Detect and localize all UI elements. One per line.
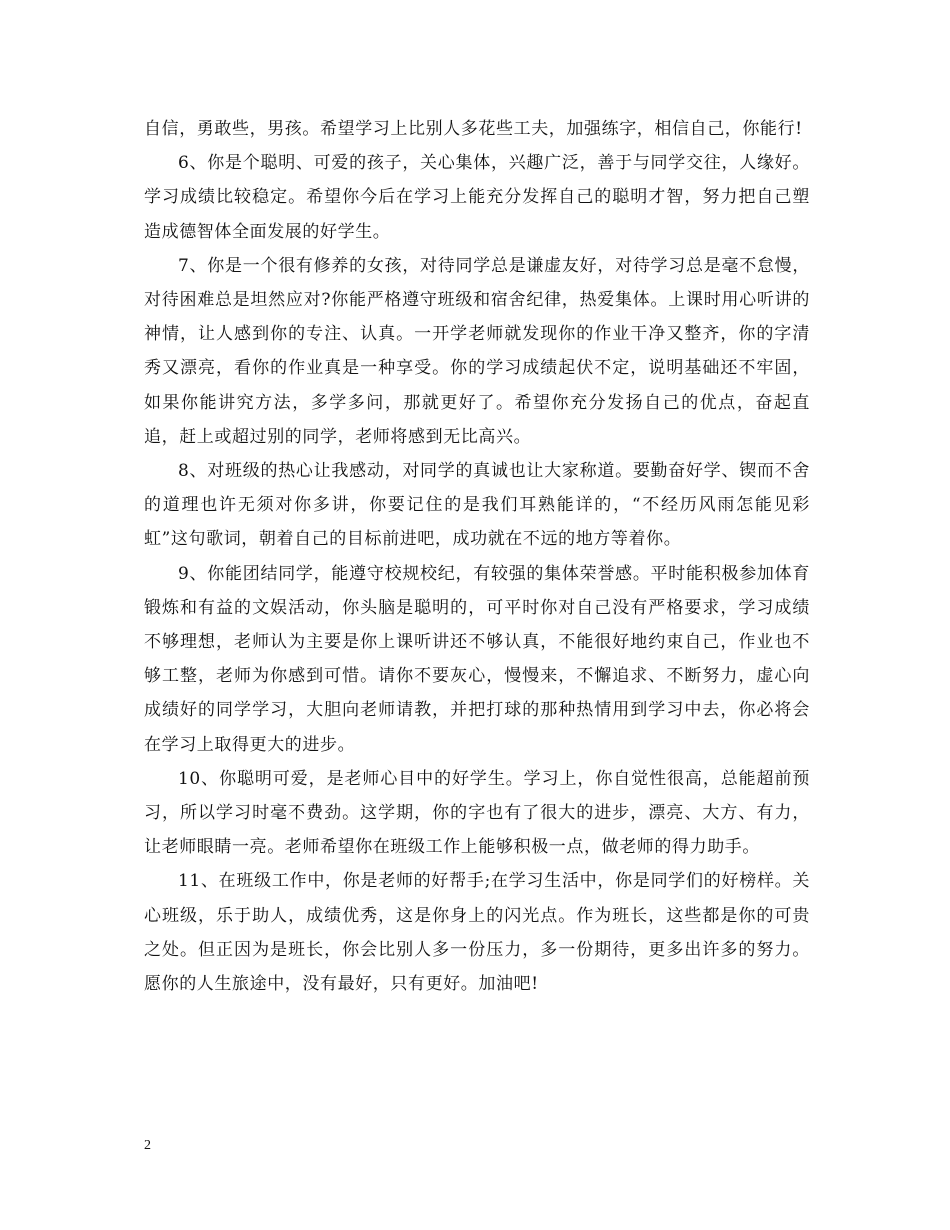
paragraph-9: 9、你能团结同学，能遵守校规校纪，有较强的集体荣誉感。平时能积极参加体育锻炼和有益的文娱活动，你头脑是聪明的，可平时你对自己没有严格要求，学习成绩不够理想，老师认为主要是你上课听讲还不够认真，不能很好地约束自己，作业也不够工整，老师为你感到可惜。请你不要灰心，慢慢来，不懈追求、不断努力，虚心向成绩好的同学学习，大胆向老师请教，并把打球的那种热情用到学习中去，你必将会在学习上取得更大的进步。 xyxy=(144,563,810,755)
page-number: 2 xyxy=(144,1138,151,1153)
paragraph-continued: 自信，勇敢些，男孩。希望学习上比别人多花些工夫，加强练字，相信自己，你能行! xyxy=(144,119,803,139)
paragraph-6: 6、你是个聪明、可爱的孩子，关心集体，兴趣广泛，善于与同学交往，人缘好。学习成绩比较稳定。希望你今后在学习上能充分发挥自己的聪明才智，努力把自己塑造成德智体全面发展的好学生。 xyxy=(144,153,810,242)
paragraph-7: 7、你是一个很有修养的女孩，对待同学总是谦虚友好，对待学习总是毫不怠慢，对待困难总是坦然应对?你能严格遵守班级和宿舍纪律，热爱集体。上课时用心听讲的神情，让人感到你的专注、认真。一开学老师就发现你的作业干净又整齐，你的字清秀又漂亮，看你的作业真是一种享受。你的学习成绩起伏不定，说明基础还不牢固，如果你能讲究方法，多学多问，那就更好了。希望你充分发扬自己的优点，奋起直追，赶上或超过别的同学，老师将感到无比高兴。 xyxy=(144,255,810,447)
paragraph-11: 11、在班级工作中，你是老师的好帮手;在学习生活中，你是同学们的好榜样。关心班级，乐于助人，成绩优秀，这是你身上的闪光点。作为班长，这些都是你的可贵之处。但正因为是班长，你会比别人多一份压力，多一份期待，更多出许多的努力。愿你的人生旅途中，没有最好，只有更好。加油吧! xyxy=(144,871,810,995)
document-body xyxy=(144,112,810,1001)
paragraph-8: 8、对班级的热心让我感动，对同学的真诚也让大家称道。要勤奋好学、锲而不舍的道理也许无须对你多讲，你要记住的是我们耳熟能详的，“不经历风雨怎能见彩虹”这句歌词，朝着自己的目标前进吧，成功就在不远的地方等着你。 xyxy=(144,461,810,550)
paragraph-10: 10、你聪明可爱，是老师心目中的好学生。学习上，你自觉性很高，总能超前预习，所以学习时毫不费劲。这学期，你的字也有了很大的进步，漂亮、大方、有力，让老师眼睛一亮。老师希望你在班级工作上能够积极一点，做老师的得力助手。 xyxy=(144,768,810,858)
